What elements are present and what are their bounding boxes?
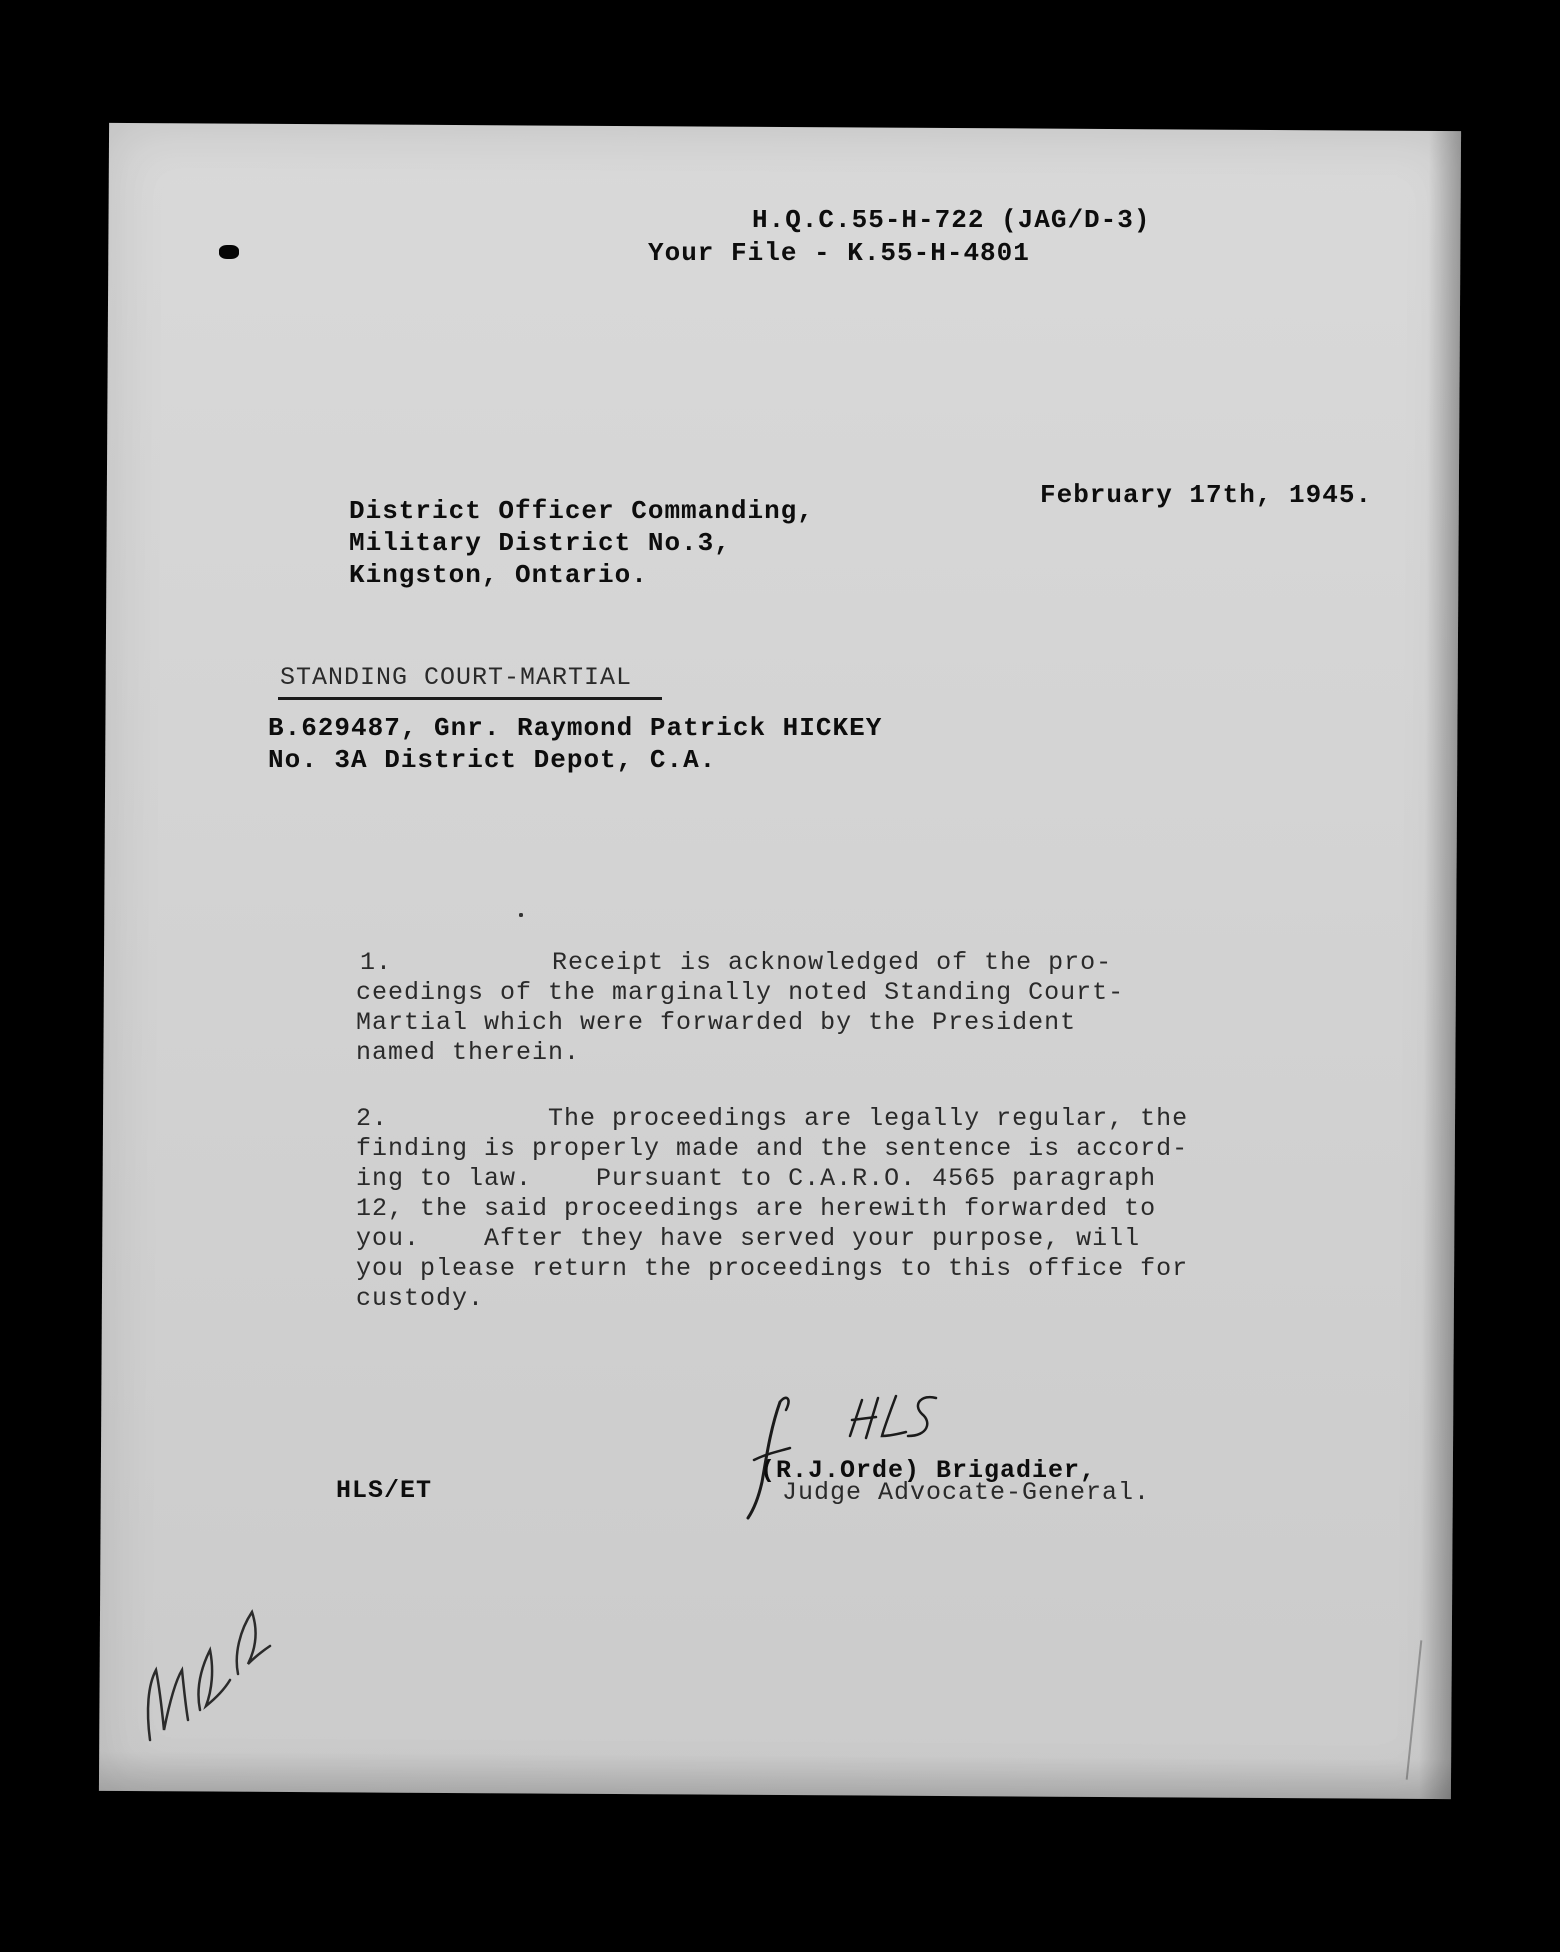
paragraph-2-line-7: custody. <box>356 1284 485 1313</box>
paragraph-2-line-5: you. After they have served your purpose, will <box>356 1224 1141 1253</box>
address-line-3: Kingston, Ontario. <box>349 560 648 590</box>
your-file-reference: Your File - K.55-H-4801 <box>648 238 1030 268</box>
paragraph-2-line-6: you please return the proceedings to this office for <box>356 1254 1189 1283</box>
ink-mark <box>219 245 239 259</box>
reference-number: H.Q.C.55-H-722 (JAG/D-3) <box>752 205 1151 235</box>
handwritten-margin-note <box>130 1590 280 1760</box>
paragraph-1-line-2: ceedings of the marginally noted Standing Court- <box>356 978 1125 1007</box>
paragraph-2-line-4: 12, the said proceedings are herewith forwarded to <box>356 1194 1157 1223</box>
address-line-2: Military District No.3, <box>349 528 731 558</box>
typist-reference: HLS/ET <box>336 1476 433 1505</box>
paragraph-1-line-3: Martial which were forwarded by the President <box>356 1008 1077 1037</box>
paragraph-2-line-1: 2. The proceedings are legally regular, the <box>356 1104 1189 1133</box>
paragraph-2-line-3: ing to law. Pursuant to C.A.R.O. 4565 paragraph <box>356 1164 1157 1193</box>
signatory-name: (R.J.Orde) Brigadier, <box>760 1456 1097 1485</box>
page-edge-shadow <box>1419 131 1461 1799</box>
subject-line-2: No. 3A District Depot, C.A. <box>268 745 717 775</box>
subject-underline <box>278 697 662 700</box>
address-line-1: District Officer Commanding, <box>349 496 814 526</box>
signatory-title: Judge Advocate-General. <box>782 1478 1151 1507</box>
paragraph-1-line-1: 1. Receipt is acknowledged of the pro- <box>360 948 1113 977</box>
subject-heading: STANDING COURT-MARTIAL <box>280 663 633 692</box>
stray-dot <box>519 913 523 917</box>
subject-line-1: B.629487, Gnr. Raymond Patrick HICKEY <box>268 713 883 743</box>
page-bottom-shadow <box>99 1751 1451 1799</box>
paragraph-2-line-2: finding is properly made and the sentence is accord- <box>356 1134 1189 1163</box>
letter-date: February 17th, 1945. <box>1040 480 1373 510</box>
paragraph-1-line-4: named therein. <box>356 1038 581 1067</box>
